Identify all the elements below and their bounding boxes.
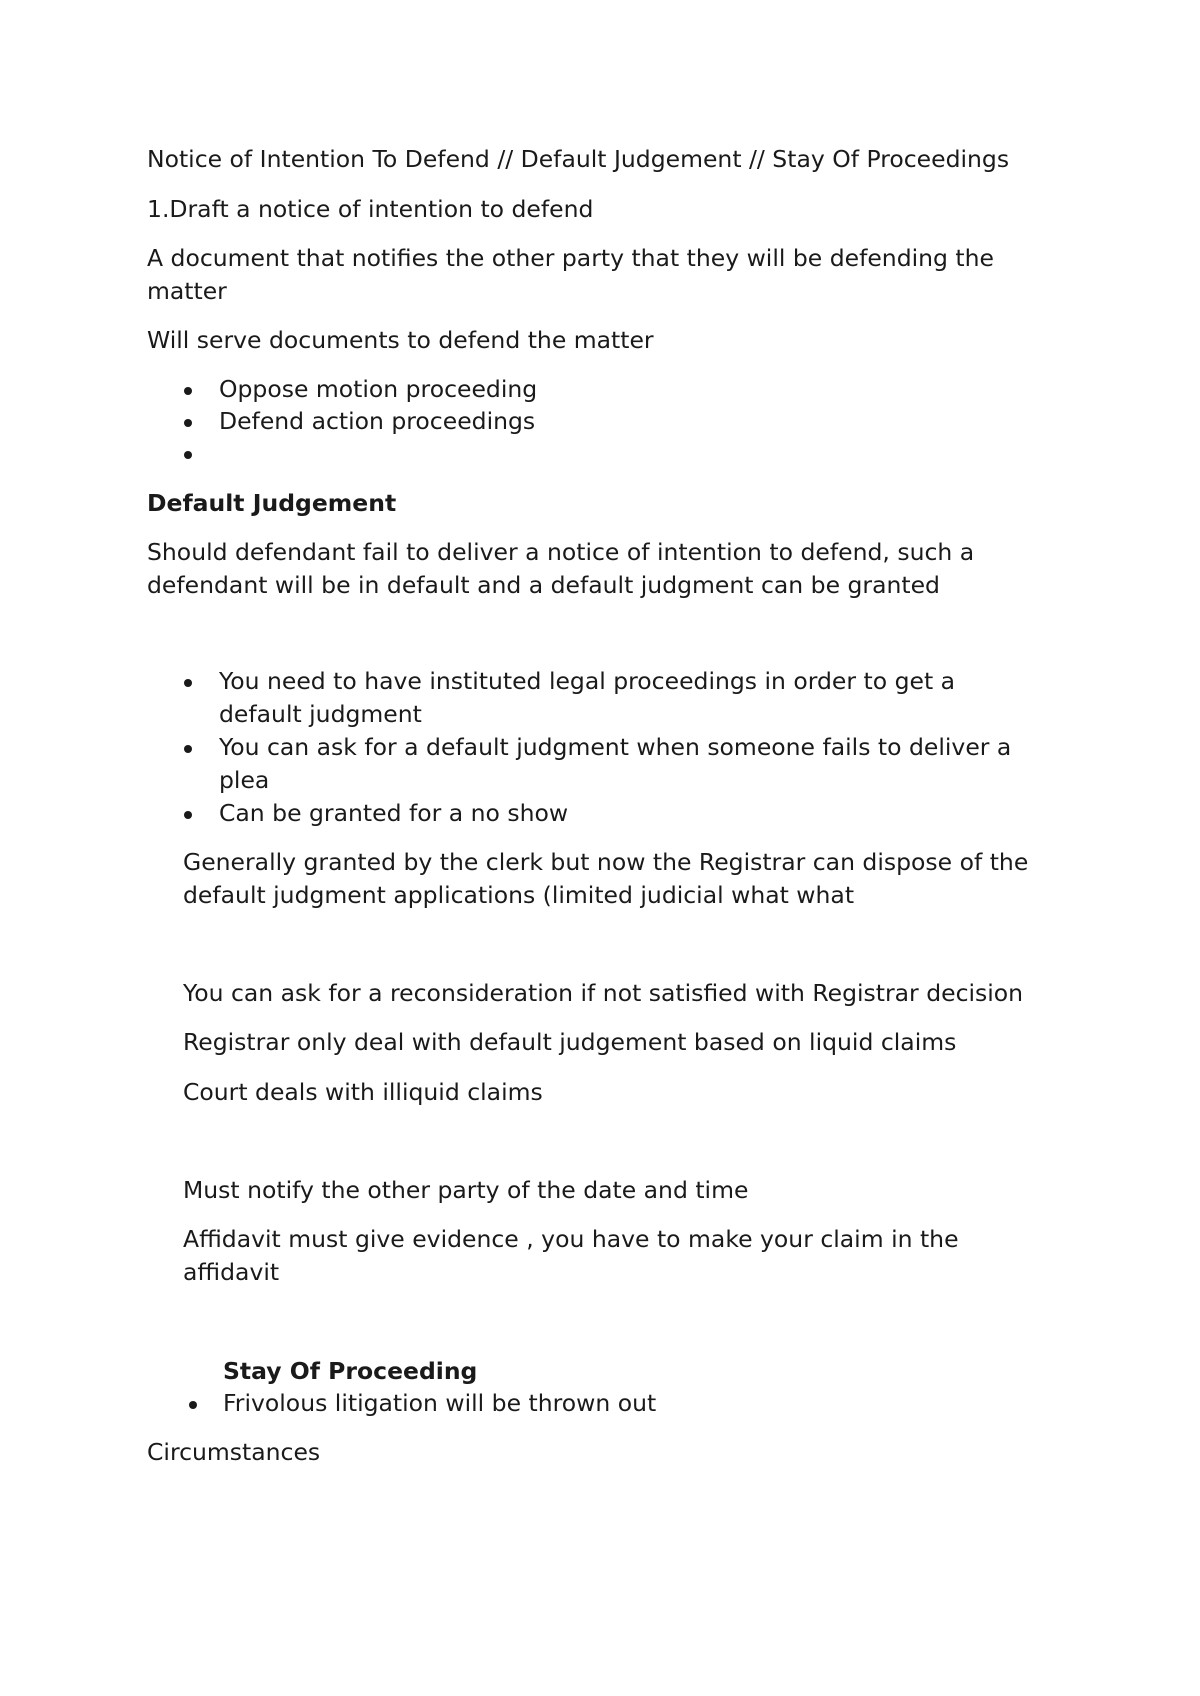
affidavit-line-2: affidavit bbox=[183, 1258, 280, 1286]
court-illiquid-text: Court deals with illiquid claims bbox=[183, 1078, 543, 1106]
generally-granted-line-2: default judgment applications (limited judicial what what bbox=[183, 881, 855, 909]
registrar-liquid-text: Registrar only deal with default judgement based on liquid claims bbox=[183, 1028, 957, 1056]
stay-bullet-1: Frivolous litigation will be thrown out bbox=[223, 1389, 657, 1417]
serve-documents-text: Will serve documents to defend the matter bbox=[147, 326, 654, 354]
document-title: Notice of Intention To Defend // Default Judgement // Stay Of Proceedings bbox=[147, 145, 1010, 173]
default-bullet-1-line-2: default judgment bbox=[219, 700, 422, 728]
bullet-icon bbox=[184, 419, 192, 427]
default-paragraph-line-1: Should defendant fail to deliver a notice of intention to defend, such a bbox=[147, 538, 975, 566]
affidavit-line-1: Affidavit must give evidence , you have to make your claim in the bbox=[183, 1225, 959, 1253]
reconsideration-text: You can ask for a reconsideration if not satisfied with Registrar decision bbox=[183, 979, 1024, 1007]
default-bullet-3: Can be granted for a no show bbox=[219, 799, 569, 827]
bullet-icon bbox=[184, 745, 192, 753]
circumstances-text: Circumstances bbox=[147, 1438, 321, 1466]
bullet-icon bbox=[189, 1401, 197, 1409]
default-bullet-1-line-1: You need to have instituted legal proceedings in order to get a bbox=[219, 667, 956, 695]
step-1-heading: 1.Draft a notice of intention to defend bbox=[147, 195, 594, 223]
bullet-icon bbox=[184, 679, 192, 687]
generally-granted-line-1: Generally granted by the clerk but now the Registrar can dispose of the bbox=[183, 848, 1029, 876]
serve-bullet-1: Oppose motion proceeding bbox=[219, 375, 538, 403]
default-bullet-2-line-2: plea bbox=[219, 766, 270, 794]
definition-line-2: matter bbox=[147, 277, 227, 305]
default-judgement-heading: Default Judgement bbox=[147, 489, 397, 517]
notify-text: Must notify the other party of the date and time bbox=[183, 1176, 749, 1204]
default-bullet-2-line-1: You can ask for a default judgment when someone fails to deliver a bbox=[219, 733, 1012, 761]
bullet-icon bbox=[184, 451, 192, 459]
serve-bullet-2: Defend action proceedings bbox=[219, 407, 536, 435]
default-paragraph-line-2: defendant will be in default and a default judgment can be granted bbox=[147, 571, 940, 599]
bullet-icon bbox=[184, 387, 192, 395]
definition-line-1: A document that notifies the other party that they will be defending the bbox=[147, 244, 994, 272]
bullet-icon bbox=[184, 811, 192, 819]
stay-of-proceeding-heading: Stay Of Proceeding bbox=[223, 1357, 478, 1385]
